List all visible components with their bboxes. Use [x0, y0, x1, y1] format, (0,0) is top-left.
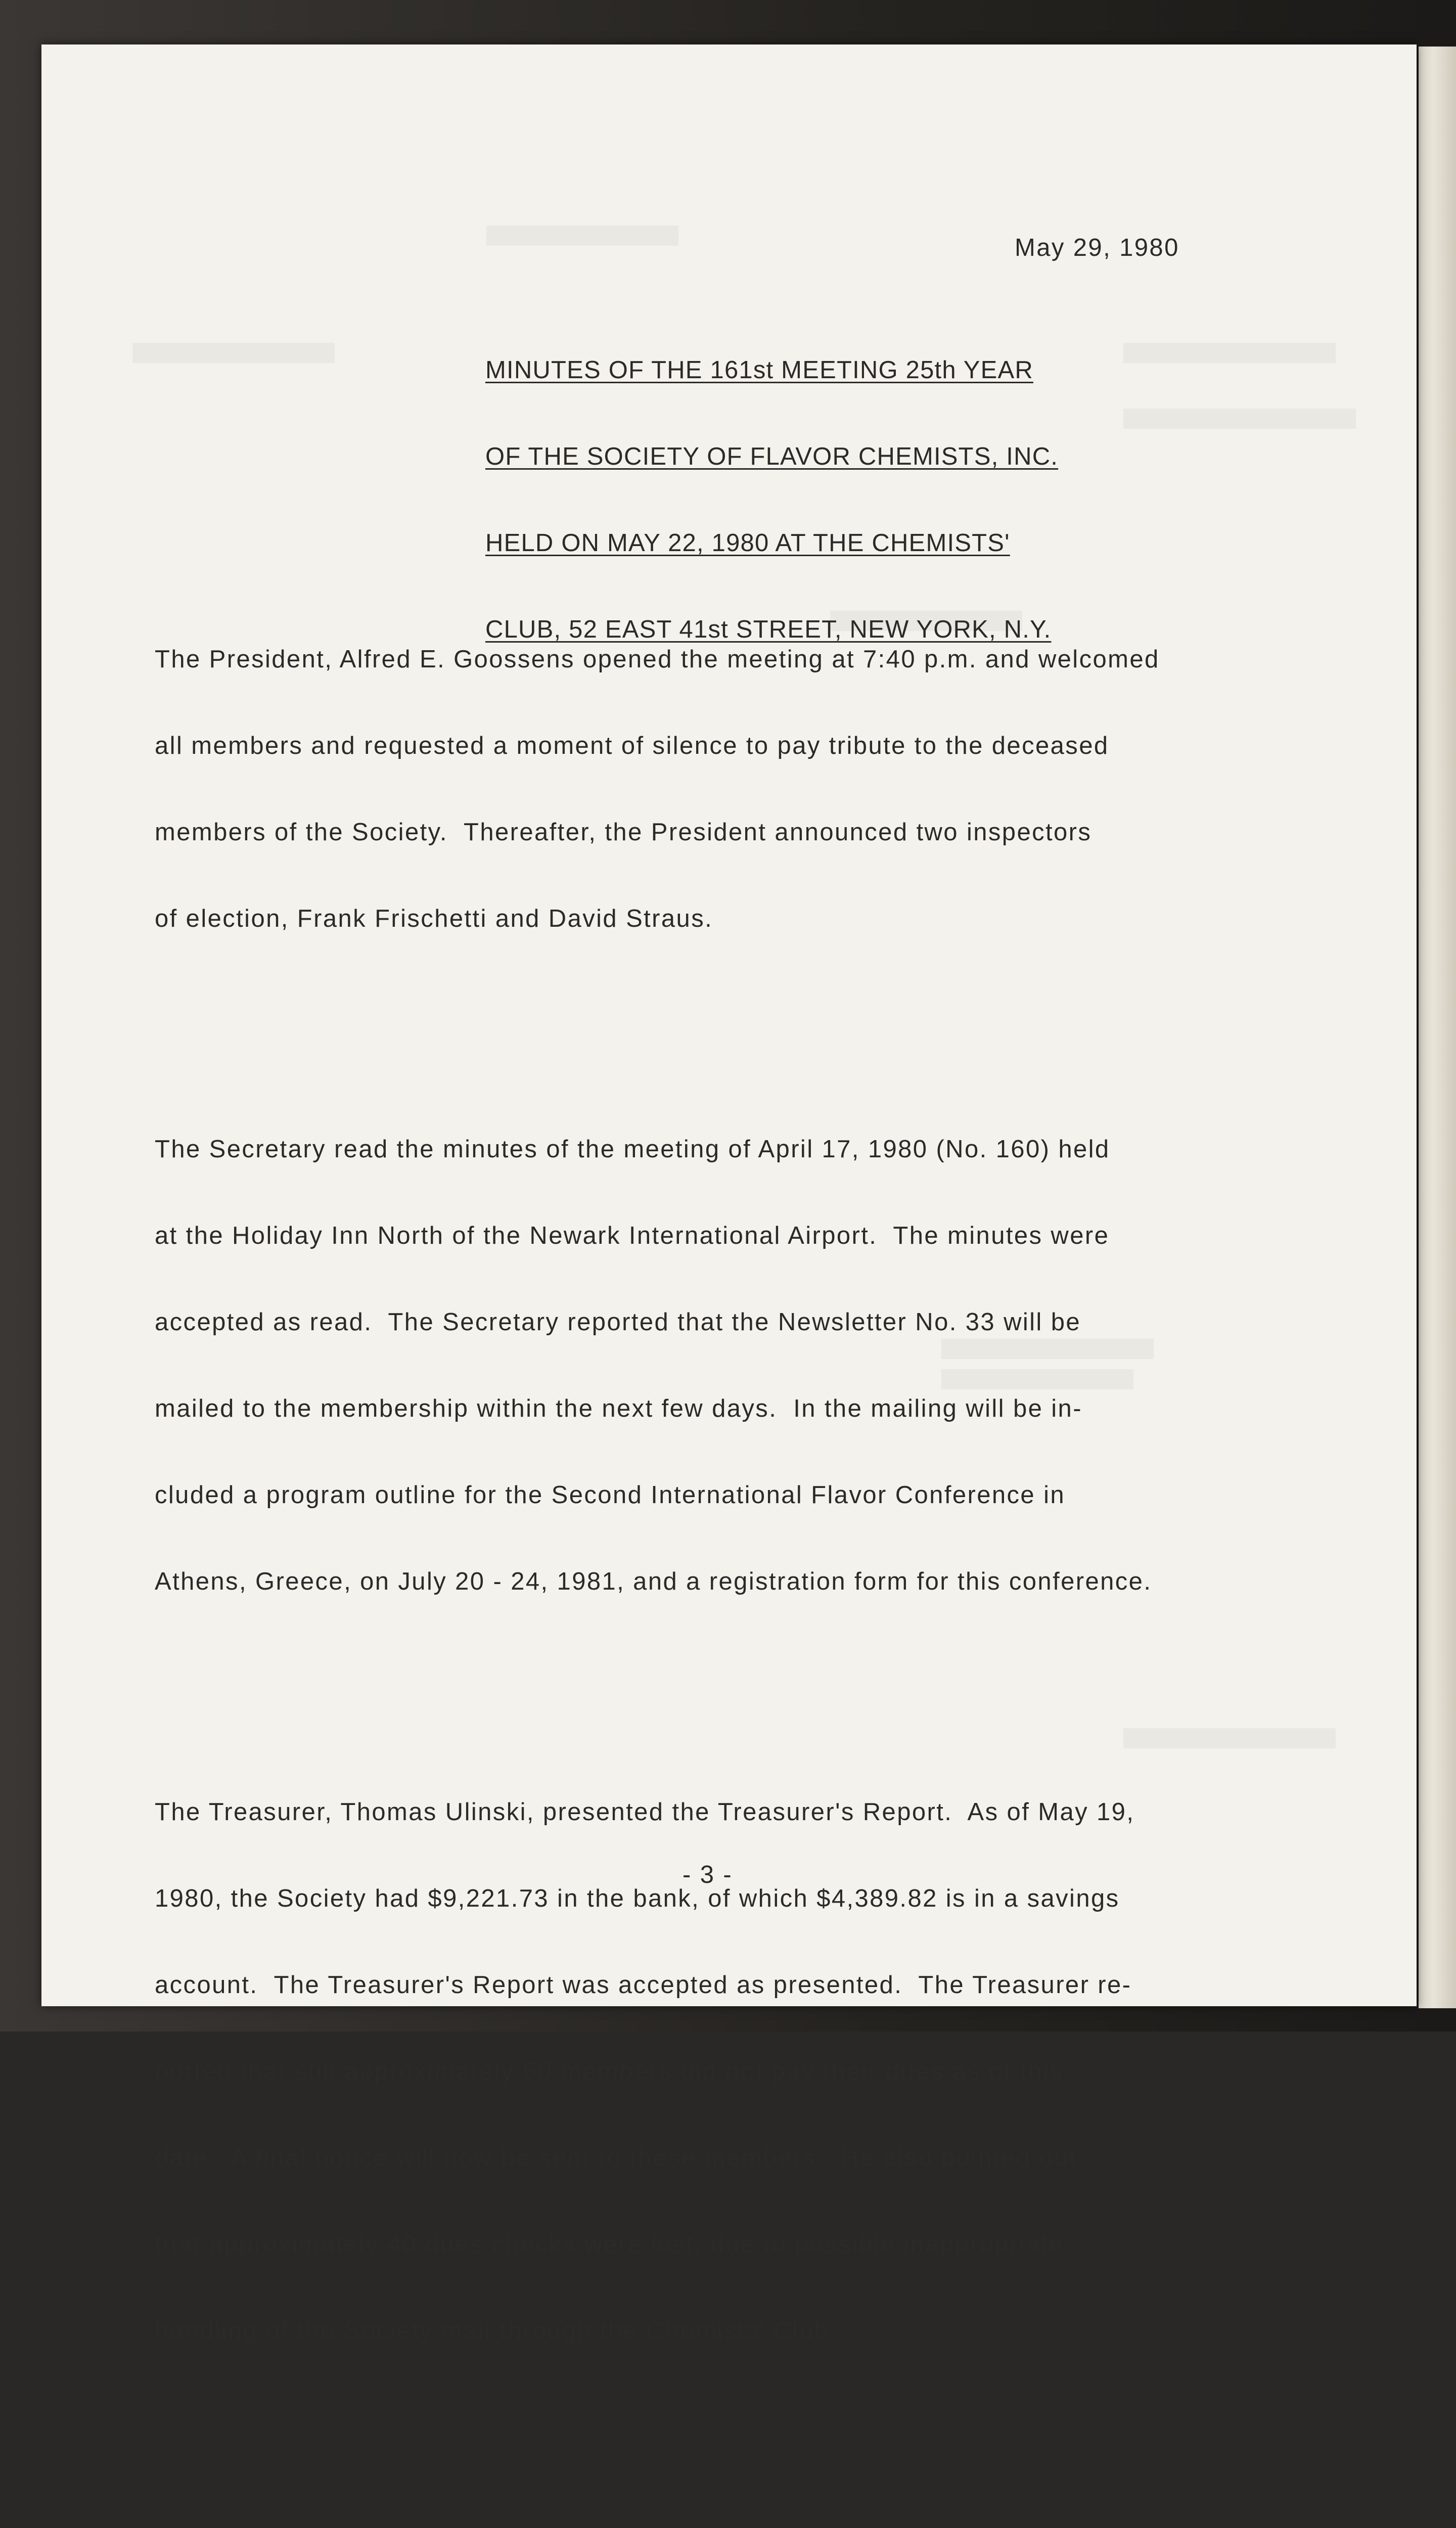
text-line: Athens, Greece, on July 20 - 24, 1981, and a registration form for this conference. — [155, 1568, 1152, 1595]
text-line: The Treasurer, Thomas Ulinski, presented the Treasurer's Report. As of May 19, — [155, 1798, 1135, 1826]
adjacent-page-edge — [1419, 47, 1456, 2008]
text-line: accepted as read. The Secretary reported that the Newsletter No. 33 will be — [155, 1308, 1081, 1336]
minutes-body — [155, 530, 1398, 2528]
text-line: The President, Alfred E. Goossens opened the meeting at 7:40 p.m. and welcomed — [155, 646, 1160, 673]
paragraph-return-cards — [155, 2490, 1398, 2528]
text-line: mailed to the membership within the next few days. In the mailing will be in- — [155, 1395, 1082, 1422]
text-line: all members and requested a moment of silence to pay tribute to the deceased — [155, 732, 1109, 759]
text-line: 1980, the Society had $9,221.73 in the bank, of which $4,389.82 is in a savings — [155, 1885, 1120, 1912]
text-line: The Secretary read the minutes of the meeting of April 17, 1980 (No. 160) held — [155, 1136, 1110, 1163]
text-line: handling of the Society mail through the Chemists' Club. — [155, 2317, 838, 2344]
text-line: ported that still approximately 50 members did not pay their dues as of this — [155, 2058, 1064, 2085]
document-date: May 29, 1980 — [1015, 234, 1179, 261]
text-line: of election, Frank Frischetti and David Straus. — [155, 905, 713, 932]
text-line: account. The Treasurer's Report was accepted as presented. The Treasurer re- — [155, 1971, 1132, 1999]
text-line: at the Holiday Inn North of the Newark International Airport. The minutes were — [155, 1222, 1110, 1249]
title-line: CLUB, 52 EAST 41st STREET, NEW YORK, N.Y. — [485, 616, 1052, 643]
text-line: that approximately 40 dues checks were lost, due to possible inappropriate — [155, 2231, 1064, 2258]
title-line: HELD ON MAY 22, 1980 AT THE CHEMISTS' — [485, 529, 1010, 557]
paragraph-opening — [155, 588, 1398, 991]
title-line: MINUTES OF THE 161st MEETING 25th YEAR — [485, 356, 1033, 384]
text-line: cluded a program outline for the Second International Flavor Conference in — [155, 1481, 1066, 1509]
title-line: OF THE SOCIETY OF FLAVOR CHEMISTS, INC. — [485, 443, 1059, 470]
text-line: date. A final notice will now be sent to these members. He also pointed out — [155, 2144, 1077, 2172]
text-line: members of the Society. Thereafter, the President announced two inspectors — [155, 819, 1092, 846]
paragraph-secretary — [155, 1077, 1398, 1654]
paragraph-treasurer-report — [155, 1740, 1398, 2403]
page-number: - 3 - — [682, 1861, 733, 1888]
